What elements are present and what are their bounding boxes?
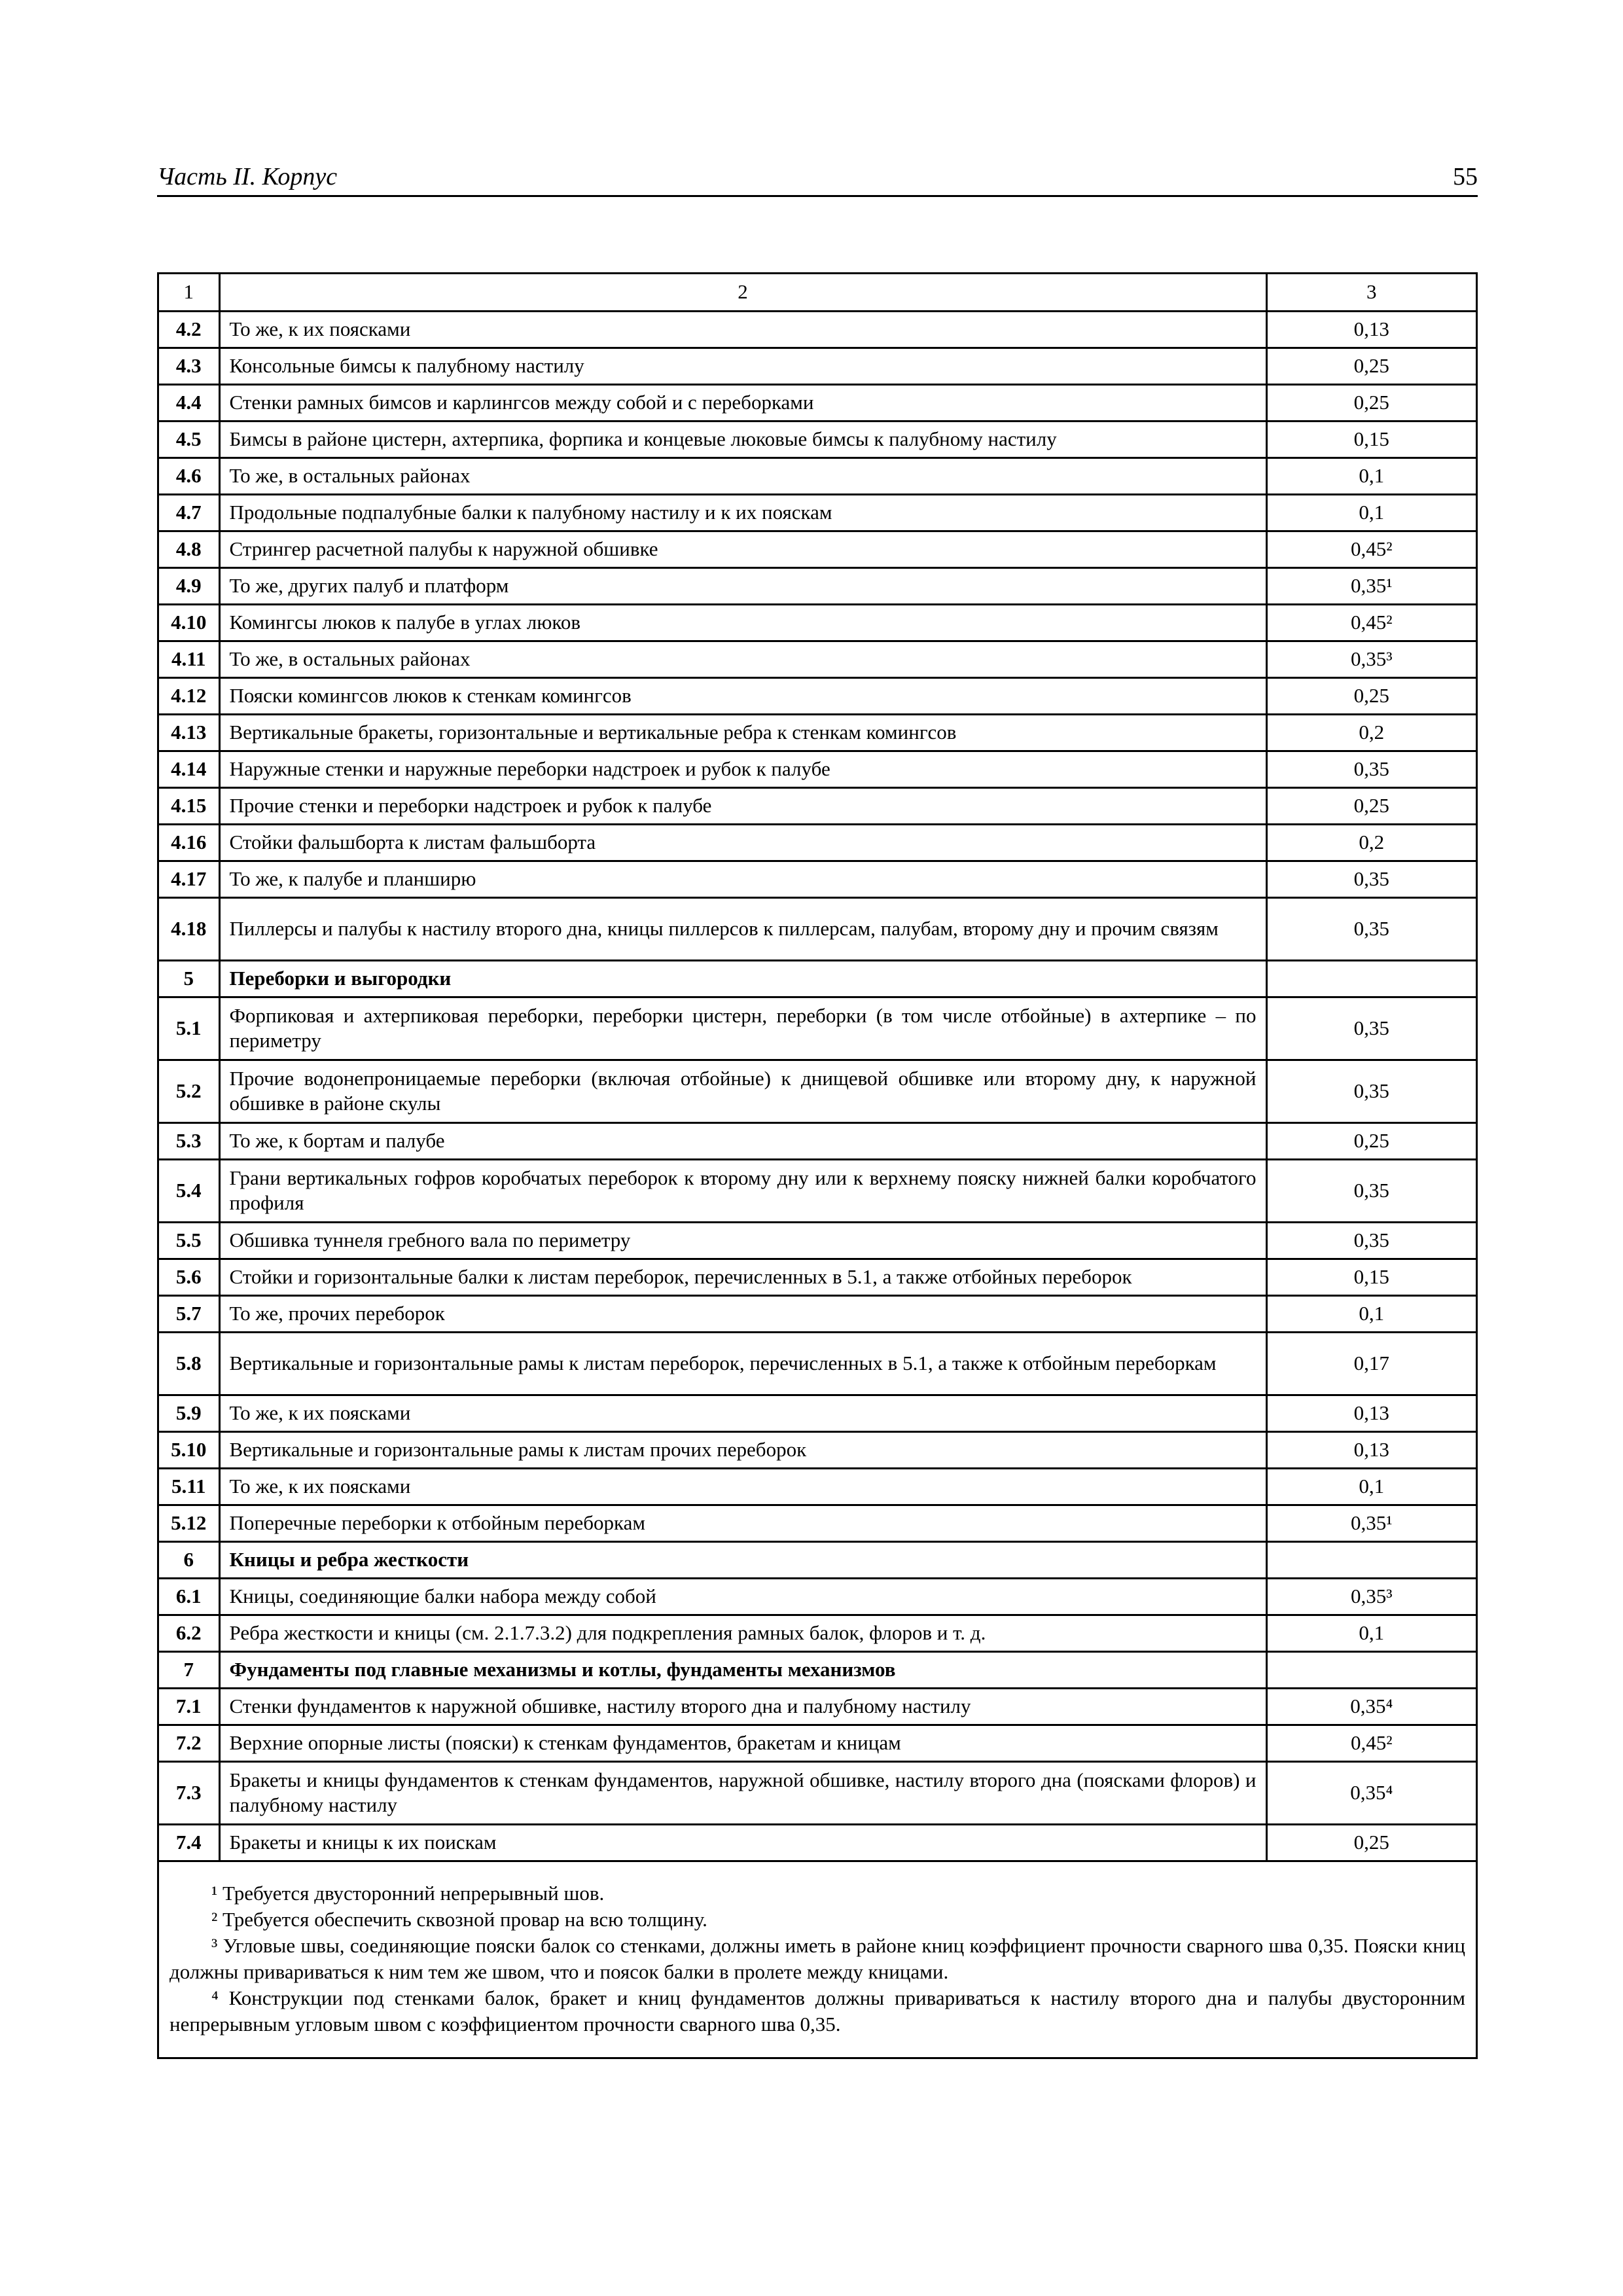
- weld-coefficient: 0,17: [1266, 1332, 1476, 1395]
- item-number: 6.2: [159, 1615, 219, 1651]
- item-description: То же, к палубе и планширю: [219, 861, 1266, 897]
- section-title: Кницы и ребра жесткости: [219, 1541, 1266, 1578]
- item-description: Обшивка туннеля гребного вала по периметру: [219, 1222, 1266, 1259]
- table-row: [159, 384, 1476, 421]
- item-description: Вертикальные и горизонтальные рамы к листам переборок, перечисленных в 5.1, а также к отбойным переборкам: [219, 1332, 1266, 1395]
- item-number: 5.9: [159, 1395, 219, 1431]
- item-description: Прочие водонепроницаемые переборки (включая отбойные) к днищевой обшивке или второму дну, к наружной обшивке в районе скулы: [219, 1060, 1266, 1122]
- item-number: 5.6: [159, 1259, 219, 1295]
- item-number: 4.15: [159, 787, 219, 824]
- item-number: 4.13: [159, 714, 219, 751]
- weld-coefficient: 0,25: [1266, 384, 1476, 421]
- item-number: 5: [159, 960, 219, 997]
- weld-coefficient: 0,45²: [1266, 1725, 1476, 1761]
- table-row: [159, 897, 1476, 960]
- item-description: Стрингер расчетной палубы к наружной обшивке: [219, 531, 1266, 567]
- weld-coefficient: 0,1: [1266, 457, 1476, 494]
- item-number: 4.10: [159, 604, 219, 641]
- weld-coefficient: 0,25: [1266, 1824, 1476, 1861]
- footnote: ³ Угловые швы, соединяющие пояски балок со стенками, должны иметь в районе книц коэффициент прочности сварного шва 0,35. Пояски книц должны привариваться к ним тем же швом, что и поясок балки в пролете между кницами.: [169, 1933, 1465, 1983]
- table-row: [159, 311, 1476, 348]
- weld-coefficient: 0,13: [1266, 1431, 1476, 1468]
- weld-coefficient: 0,45²: [1266, 604, 1476, 641]
- table-row: [159, 457, 1476, 494]
- weld-coefficient: 0,35: [1266, 1060, 1476, 1122]
- weld-coefficient: 0,35: [1266, 1222, 1476, 1259]
- item-number: 4.4: [159, 384, 219, 421]
- section-row: [159, 1651, 1476, 1688]
- weld-coefficient: 0,13: [1266, 311, 1476, 348]
- item-description: То же, к их поясками: [219, 1468, 1266, 1505]
- table-row: [159, 1159, 1476, 1222]
- weld-coefficient: 0,35⁴: [1266, 1688, 1476, 1725]
- weld-coefficient: 0,35³: [1266, 1578, 1476, 1615]
- item-description: Кницы, соединяющие балки набора между собой: [219, 1578, 1266, 1615]
- item-number: 7.3: [159, 1761, 219, 1824]
- table-row: [159, 714, 1476, 751]
- weld-coefficient: 0,35³: [1266, 641, 1476, 677]
- footnote: ² Требуется обеспечить сквозной провар на всю толщину.: [211, 1907, 707, 1931]
- item-number: 5.8: [159, 1332, 219, 1395]
- table-row: [159, 1122, 1476, 1159]
- footnote: ¹ Требуется двусторонний непрерывный шов.: [211, 1881, 605, 1905]
- table-row: [159, 1060, 1476, 1122]
- table-row: [159, 641, 1476, 677]
- table-row: [159, 1395, 1476, 1431]
- table-row: [159, 677, 1476, 714]
- item-number: 4.11: [159, 641, 219, 677]
- table-row: [159, 1222, 1476, 1259]
- column-header-2: 2: [219, 274, 1266, 311]
- section-title: Переборки и выгородки: [219, 960, 1266, 997]
- item-number: 4.12: [159, 677, 219, 714]
- item-description: Стойки и горизонтальные балки к листам переборок, перечисленных в 5.1, а также отбойных переборок: [219, 1259, 1266, 1295]
- table-row: [159, 861, 1476, 897]
- weld-coefficient: 0,25: [1266, 1122, 1476, 1159]
- weld-coefficient: 0,25: [1266, 348, 1476, 384]
- table-row: [159, 494, 1476, 531]
- running-title: Часть II. Корпус: [157, 163, 338, 190]
- weld-coefficient: 0,2: [1266, 824, 1476, 861]
- item-number: 4.6: [159, 457, 219, 494]
- section-title: Фундаменты под главные механизмы и котлы, фундаменты механизмов: [219, 1651, 1266, 1688]
- table-row: [159, 1468, 1476, 1505]
- item-description: То же, к их поясками: [219, 311, 1266, 348]
- weld-coefficient: 0,1: [1266, 1295, 1476, 1332]
- item-description: То же, других палуб и платформ: [219, 567, 1266, 604]
- item-description: Поперечные переборки к отбойным переборкам: [219, 1505, 1266, 1541]
- item-description: Стойки фальшборта к листам фальшборта: [219, 824, 1266, 861]
- item-description: Вертикальные и горизонтальные рамы к листам прочих переборок: [219, 1431, 1266, 1468]
- weld-coefficient: 0,15: [1266, 421, 1476, 457]
- item-number: 7.4: [159, 1824, 219, 1861]
- item-number: 4.17: [159, 861, 219, 897]
- table-row: [159, 567, 1476, 604]
- table-row: [159, 824, 1476, 861]
- item-number: 5.7: [159, 1295, 219, 1332]
- page-header: [157, 157, 1478, 197]
- weld-coefficient: 0,35: [1266, 897, 1476, 960]
- item-description: Бимсы в районе цистерн, ахтерпика, форпика и концевые люковые бимсы к палубному настилу: [219, 421, 1266, 457]
- table-row: [159, 1505, 1476, 1541]
- footnotes: [159, 1862, 1476, 2057]
- item-description: Наружные стенки и наружные переборки надстроек и рубок к палубе: [219, 751, 1266, 787]
- item-description: Стенки фундаментов к наружной обшивке, настилу второго дна и палубному настилу: [219, 1688, 1266, 1725]
- weld-coefficient: 0,35¹: [1266, 1505, 1476, 1541]
- table-header-row: [159, 274, 1476, 311]
- item-number: 5.12: [159, 1505, 219, 1541]
- table-row: [159, 531, 1476, 567]
- item-number: 5.10: [159, 1431, 219, 1468]
- weld-coefficient: 0,2: [1266, 714, 1476, 751]
- item-number: 4.7: [159, 494, 219, 531]
- item-description: Продольные подпалубные балки к палубному настилу и к их пояскам: [219, 494, 1266, 531]
- footnote: ⁴ Конструкции под стенками балок, бракет и книц фундаментов должны привариваться к настилу второго дна и палубы двусторонним непрерывным угловым швом с коэффициентом прочности сварного шва 0,35.: [169, 1986, 1465, 2036]
- weld-coefficient: [1266, 1651, 1476, 1688]
- column-header-1: 1: [159, 274, 219, 311]
- table-row: [159, 1688, 1476, 1725]
- table-row: [159, 1431, 1476, 1468]
- table-row: [159, 751, 1476, 787]
- item-number: 5.3: [159, 1122, 219, 1159]
- item-number: 7.1: [159, 1688, 219, 1725]
- weld-coefficient: 0,35⁴: [1266, 1761, 1476, 1824]
- weld-coefficient: 0,45²: [1266, 531, 1476, 567]
- page-number: 55: [1453, 163, 1478, 190]
- table-row: [159, 348, 1476, 384]
- table-row: [159, 1824, 1476, 1861]
- item-number: 5.2: [159, 1060, 219, 1122]
- weld-coefficient: 0,35: [1266, 861, 1476, 897]
- item-description: Консольные бимсы к палубному настилу: [219, 348, 1266, 384]
- table-row: [159, 997, 1476, 1060]
- table-row: [159, 1578, 1476, 1615]
- item-number: 4.16: [159, 824, 219, 861]
- section-row: [159, 1541, 1476, 1578]
- weld-coefficient: 0,13: [1266, 1395, 1476, 1431]
- table-row: [159, 1259, 1476, 1295]
- table-row: [159, 1295, 1476, 1332]
- table-row: [159, 1615, 1476, 1651]
- item-description: То же, прочих переборок: [219, 1295, 1266, 1332]
- item-description: Вертикальные бракеты, горизонтальные и вертикальные ребра к стенкам комингсов: [219, 714, 1266, 751]
- weld-coefficient: [1266, 1541, 1476, 1578]
- table-row: [159, 421, 1476, 457]
- table: [159, 274, 1476, 1862]
- item-description: Пояски комингсов люков к стенкам комингсов: [219, 677, 1266, 714]
- weld-coefficient: 0,15: [1266, 1259, 1476, 1295]
- item-number: 4.18: [159, 897, 219, 960]
- weld-coefficient: 0,1: [1266, 494, 1476, 531]
- item-number: 6: [159, 1541, 219, 1578]
- table-row: [159, 604, 1476, 641]
- item-number: 4.3: [159, 348, 219, 384]
- weld-coefficient: 0,35: [1266, 997, 1476, 1060]
- weld-coefficient: 0,35: [1266, 751, 1476, 787]
- item-number: 4.9: [159, 567, 219, 604]
- item-number: 5.5: [159, 1222, 219, 1259]
- section-row: [159, 960, 1476, 997]
- item-number: 4.8: [159, 531, 219, 567]
- item-description: Стенки рамных бимсов и карлингсов между собой и с переборками: [219, 384, 1266, 421]
- item-number: 5.1: [159, 997, 219, 1060]
- table-row: [159, 1761, 1476, 1824]
- weld-coefficient: 0,25: [1266, 677, 1476, 714]
- item-description: Бракеты и кницы фундаментов к стенкам фундаментов, наружной обшивке, настилу второго дна (поясками флоров) и палубному настилу: [219, 1761, 1266, 1824]
- weld-coefficient: 0,1: [1266, 1615, 1476, 1651]
- item-number: 7.2: [159, 1725, 219, 1761]
- item-number: 5.11: [159, 1468, 219, 1505]
- weld-coefficient: 0,25: [1266, 787, 1476, 824]
- weld-coefficient: 0,35: [1266, 1159, 1476, 1222]
- weld-coefficient: 0,1: [1266, 1468, 1476, 1505]
- item-number: 4.5: [159, 421, 219, 457]
- table-row: [159, 1725, 1476, 1761]
- item-description: Форпиковая и ахтерпиковая переборки, переборки цистерн, переборки (в том числе отбойные) в ахтерпике – по периметру: [219, 997, 1266, 1060]
- item-description: Прочие стенки и переборки надстроек и рубок к палубе: [219, 787, 1266, 824]
- table-row: [159, 787, 1476, 824]
- item-description: То же, к бортам и палубе: [219, 1122, 1266, 1159]
- weld-coefficient-table: [157, 272, 1478, 2059]
- item-description: Ребра жесткости и кницы (см. 2.1.7.3.2) для подкрепления рамных балок, флоров и т. д.: [219, 1615, 1266, 1651]
- weld-coefficient: 0,35¹: [1266, 567, 1476, 604]
- item-description: То же, в остальных районах: [219, 457, 1266, 494]
- item-number: 5.4: [159, 1159, 219, 1222]
- item-description: Пиллерсы и палубы к настилу второго дна, кницы пиллерсов к пиллерсам, палубам, второму дну и прочим связям: [219, 897, 1266, 960]
- item-description: То же, в остальных районах: [219, 641, 1266, 677]
- item-number: 7: [159, 1651, 219, 1688]
- item-description: Верхние опорные листы (пояски) к стенкам фундаментов, бракетам и кницам: [219, 1725, 1266, 1761]
- weld-coefficient: [1266, 960, 1476, 997]
- item-number: 6.1: [159, 1578, 219, 1615]
- item-description: Грани вертикальных гофров коробчатых переборок к второму дну или к верхнему пояску нижней балки коробчатого профиля: [219, 1159, 1266, 1222]
- item-description: То же, к их поясками: [219, 1395, 1266, 1431]
- item-description: Бракеты и кницы к их поискам: [219, 1824, 1266, 1861]
- item-number: 4.14: [159, 751, 219, 787]
- item-description: Комингсы люков к палубе в углах люков: [219, 604, 1266, 641]
- item-number: 4.2: [159, 311, 219, 348]
- column-header-3: 3: [1266, 274, 1476, 311]
- table-row: [159, 1332, 1476, 1395]
